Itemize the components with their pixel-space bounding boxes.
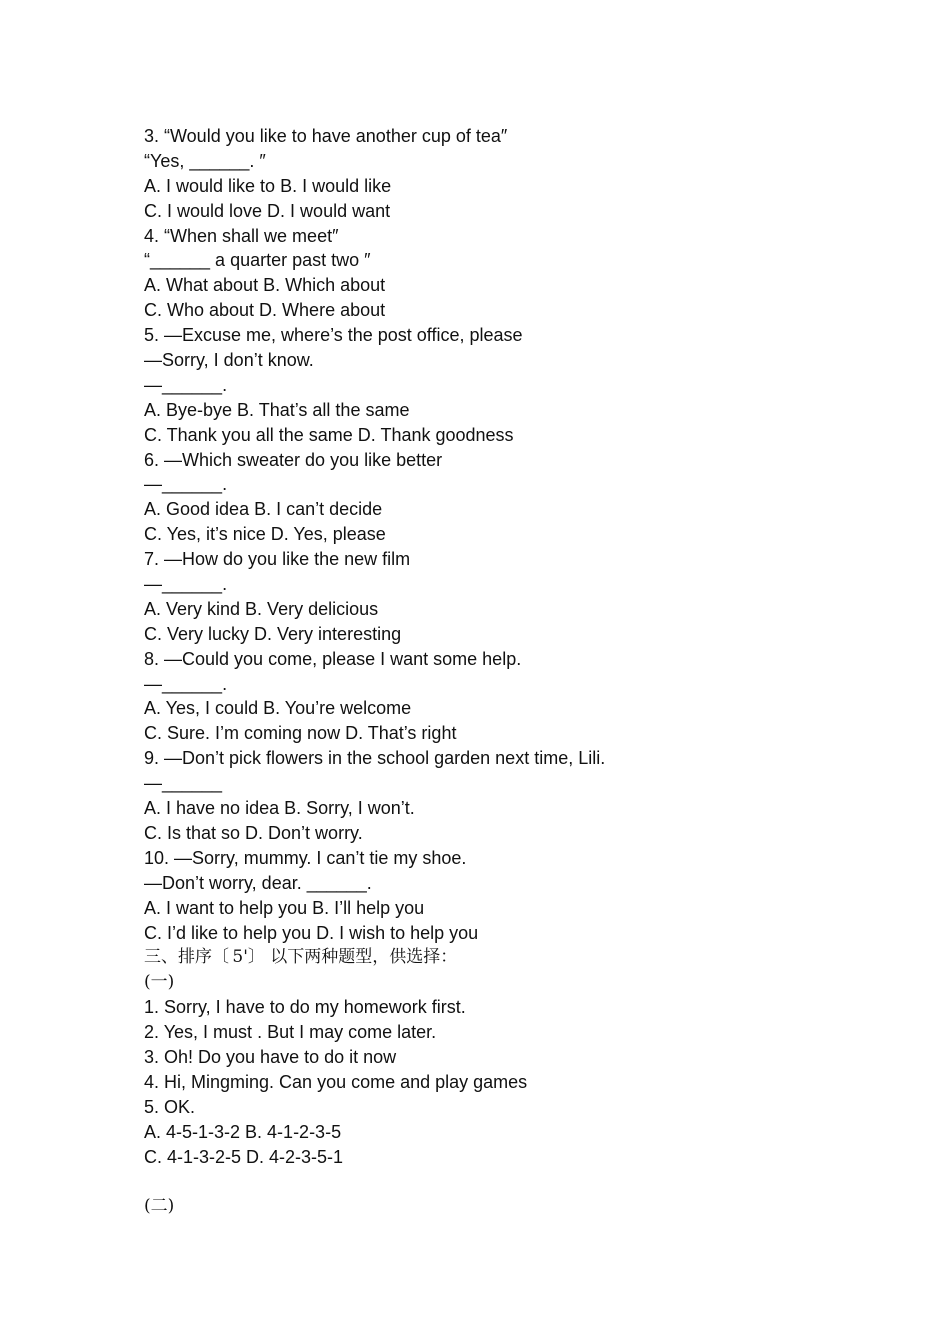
ordering-sentence-2: 2. Yes, I must . But I may come later. xyxy=(144,1022,437,1043)
question-9-blank: —______ xyxy=(144,773,223,794)
question-10-options-cd: C. I’d like to help you D. I wish to help you xyxy=(144,922,479,943)
question-10-stem: 10. —Sorry, mummy. I can’t tie my shoe. xyxy=(144,847,467,868)
question-4-reply: “______ a quarter past two ″ xyxy=(144,250,371,271)
subsection-2-heading: (二) xyxy=(144,1196,175,1217)
question-6-options-ab: A. Good idea B. I can’t decide xyxy=(144,499,383,520)
question-3-options-ab: A. I would like to B. I would like xyxy=(144,175,392,196)
question-5-stem: 5. —Excuse me, where’s the post office, please xyxy=(144,325,523,346)
subsection-1-heading: (一) xyxy=(144,972,175,993)
ordering-sentence-4: 4. Hi, Mingming. Can you come and play games xyxy=(144,1071,528,1092)
ordering-sentence-3: 3. Oh! Do you have to do it now xyxy=(144,1046,397,1067)
question-9-options-cd: C. Is that so D. Don’t worry. xyxy=(144,822,363,843)
question-5-blank: —______. xyxy=(144,374,228,395)
ordering-sentence-5: 5. OK. xyxy=(144,1096,196,1117)
question-9-options-ab: A. I have no idea B. Sorry, I won’t. xyxy=(144,798,415,819)
ordering-options-ab: A. 4-5-1-3-2 B. 4-1-2-3-5 xyxy=(144,1121,342,1142)
question-3-options-cd: C. I would love D. I would want xyxy=(144,200,391,221)
question-4-stem: 4. “When shall we meet″ xyxy=(144,225,339,246)
question-8-stem: 8. —Could you come, please I want some help. xyxy=(144,648,522,669)
question-6-blank: —______. xyxy=(144,474,228,495)
question-8-blank: —______. xyxy=(144,673,228,694)
question-10-dialogue: —Don’t worry, dear. ______. xyxy=(144,872,372,893)
question-8-options-ab: A. Yes, I could B. You’re welcome xyxy=(144,698,412,719)
question-4-options-ab: A. What about B. Which about xyxy=(144,275,386,296)
question-10-options-ab: A. I want to help you B. I’ll help you xyxy=(144,897,425,918)
question-5-dialogue: —Sorry, I don’t know. xyxy=(144,350,314,371)
question-4-options-cd: C. Who about D. Where about xyxy=(144,300,386,321)
question-6-stem: 6. —Which sweater do you like better xyxy=(144,449,443,470)
document-content xyxy=(144,124,864,1219)
question-7-blank: —______. xyxy=(144,574,228,595)
ordering-options-cd: C. 4-1-3-2-5 D. 4-2-3-5-1 xyxy=(144,1146,344,1167)
question-3-reply: “Yes, ______. ″ xyxy=(144,150,266,171)
question-7-options-ab: A. Very kind B. Very delicious xyxy=(144,598,379,619)
question-7-options-cd: C. Very lucky D. Very interesting xyxy=(144,623,402,644)
question-8-options-cd: C. Sure. I’m coming now D. That’s right xyxy=(144,723,457,744)
question-7-stem: 7. —How do you like the new film xyxy=(144,549,411,570)
ordering-sentence-1: 1. Sorry, I have to do my homework first. xyxy=(144,997,466,1018)
blank-line xyxy=(144,1169,864,1194)
question-5-options-ab: A. Bye-bye B. That’s all the same xyxy=(144,399,410,420)
question-6-options-cd: C. Yes, it’s nice D. Yes, please xyxy=(144,524,386,545)
section-3-heading: 三、排序〔 5'〕 以下两种题型，供选择： xyxy=(144,947,458,968)
question-9-stem: 9. —Don’t pick flowers in the school garden next time, Lili. xyxy=(144,748,606,769)
question-3-stem: 3. “Would you like to have another cup of tea″ xyxy=(144,126,508,146)
question-5-options-cd: C. Thank you all the same D. Thank goodness xyxy=(144,424,514,445)
